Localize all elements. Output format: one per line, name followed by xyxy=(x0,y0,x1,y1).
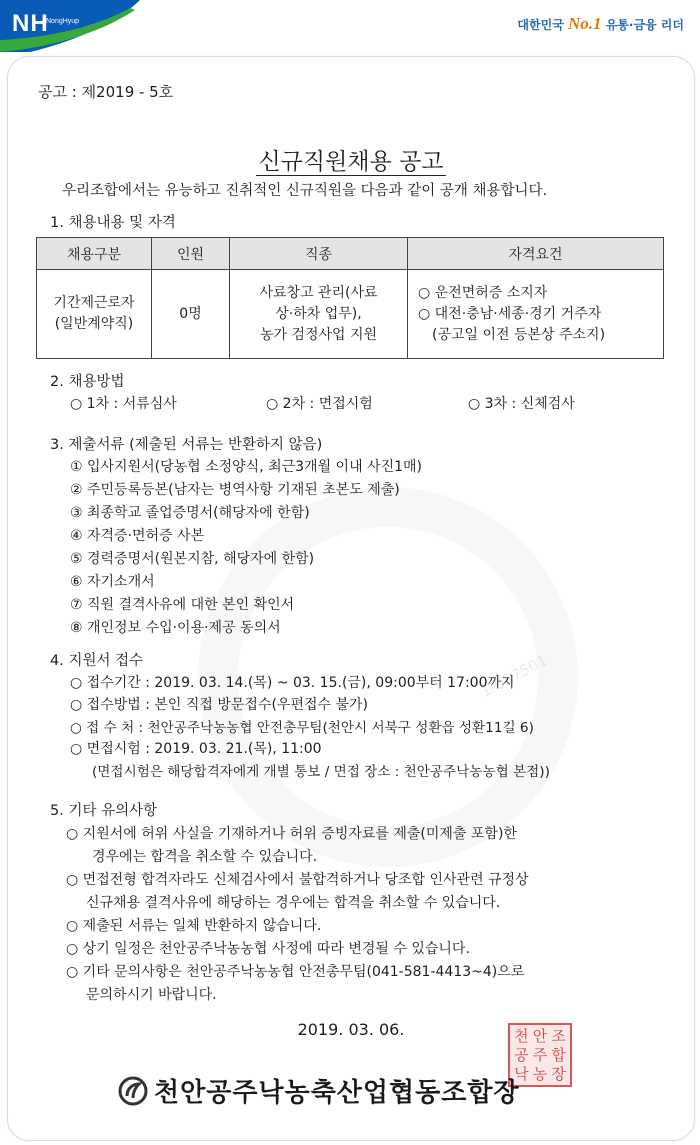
section-5-heading: 5. 기타 유의사항 xyxy=(50,803,158,819)
table-cell-requirements xyxy=(408,270,664,359)
note-item: 신규채용 결격사유에 해당하는 경우에는 합격을 취소할 수 있습니다. xyxy=(86,895,501,911)
nh-logo-text: NH xyxy=(12,10,49,37)
table-cell-count: 0명 xyxy=(152,270,230,359)
slogan-no1: No.1 xyxy=(567,14,602,33)
method-item: ○ 1차 : 서류심사 xyxy=(70,396,177,412)
top-banner xyxy=(0,0,700,52)
requirement-line: ○ 운전면허증 소지자 xyxy=(418,284,548,301)
requirement-line: (공고일 이전 등본상 주소지) xyxy=(432,326,606,343)
document-item: ④ 자격증·면허증 사본 xyxy=(70,528,205,544)
application-item: ○ 접 수 처 : 천안공주낙농농협 안전총무팀(천안시 서북구 성환읍 성환11길 6) xyxy=(70,720,534,736)
document-item: ⑥ 자기소개서 xyxy=(70,574,155,590)
note-item: ○ 지원서에 허위 사실을 기재하거나 허위 증빙자료를 제출(미제출 포함)한 xyxy=(66,826,517,842)
document-item: ⑤ 경력증명서(원본지참, 해당자에 한함) xyxy=(70,551,315,567)
document-item: ⑦ 직원 결격사유에 대한 본인 확인서 xyxy=(70,597,295,613)
table-header-job: 직종 xyxy=(230,238,408,270)
document-item: ① 입사지원서(당농협 소정양식, 최근3개월 이내 사진1매) xyxy=(70,459,422,475)
table-header-row xyxy=(37,238,664,270)
seal-char: 장 xyxy=(551,1065,566,1083)
nh-emblem-icon xyxy=(118,1076,148,1106)
table-header-type: 채용구분 xyxy=(37,238,152,270)
title-text: 신규직원채용 공고 xyxy=(258,149,444,175)
seal-char: 농 xyxy=(532,1065,548,1083)
note-item: ○ 면접전형 합격자라도 신체검사에서 불합격하거나 당조합 인사관련 규정상 xyxy=(66,872,529,888)
note-item: 문의하시기 바랍니다. xyxy=(86,987,217,1003)
document-item: ⑧ 개인정보 수입·이용·제공 동의서 xyxy=(70,620,281,636)
seal-char: 안 xyxy=(532,1027,548,1045)
job-line: 사료창고 관리(사료 xyxy=(259,284,378,301)
table-cell-type xyxy=(37,270,152,359)
table-row xyxy=(37,270,664,359)
type-line: (일반계약직) xyxy=(54,316,134,332)
nh-logo-subtext: NongHyup xyxy=(46,18,80,25)
document-date: 2019. 03. 06. xyxy=(297,1020,405,1039)
table-cell-job xyxy=(230,270,408,359)
seal-char: 낙 xyxy=(514,1065,529,1083)
table-header-count: 인원 xyxy=(152,238,230,270)
job-line: 상·하차 업무), xyxy=(275,305,362,322)
note-item: ○ 제출된 서류는 일체 반환하지 않습니다. xyxy=(66,918,322,934)
note-item: ○ 상기 일정은 천안공주낙농농협 사정에 따라 변경될 수 있습니다. xyxy=(66,941,470,957)
seal-char: 조 xyxy=(551,1027,566,1045)
method-item: ○ 2차 : 면접시험 xyxy=(266,396,373,412)
intro-text: 우리조합에서는 유능하고 진취적인 신규직원을 다음과 같이 공개 채용합니다. xyxy=(62,183,548,199)
requirement-line: ○ 대전·충남·세종·경기 거주자 xyxy=(418,305,602,322)
slogan-suffix: 유통·금융 리더 xyxy=(605,18,684,32)
section-1-heading: 1. 채용내용 및 자격 xyxy=(50,215,176,231)
document-item: ② 주민등록등본(남자는 병역사항 기재된 초본도 제출) xyxy=(70,482,400,498)
table-header-requirements: 자격요건 xyxy=(408,238,664,270)
recruitment-table xyxy=(36,237,664,359)
application-item: ○ 접수방법 : 본인 직접 방문접수(우편접수 불가) xyxy=(70,697,368,713)
application-note: (면접시험은 해당합격자에게 개별 통보 / 면접 장소 : 천안공주낙농농협 본점)) xyxy=(92,764,550,780)
notice-document xyxy=(7,56,695,1141)
section-2-heading: 2. 채용방법 xyxy=(50,374,125,390)
seal-char: 천 xyxy=(514,1027,529,1045)
document-item: ③ 최종학교 졸업증명서(해당자에 한함) xyxy=(70,505,310,521)
type-line: 기간제근로자 xyxy=(53,295,135,311)
seal-char: 합 xyxy=(551,1046,566,1064)
note-item: 경우에는 합격을 취소할 수 있습니다. xyxy=(92,849,318,865)
application-item: ○ 면접시험 : 2019. 03. 21.(목), 11:00 xyxy=(70,741,322,757)
application-item: ○ 접수기간 : 2019. 03. 14.(목) ~ 03. 15.(금), 09:00부터 17:00까지 xyxy=(70,675,515,691)
job-line: 농가 검정사업 지원 xyxy=(259,326,378,343)
notice-number: 공고 : 제2019 - 5호 xyxy=(38,83,174,101)
nh-logo xyxy=(0,0,140,52)
seal-char: 공 xyxy=(514,1046,529,1064)
note-item: ○ 기타 문의사항은 천안공주낙농농협 안전총무팀(041-581-4413~4)으로 xyxy=(66,964,525,980)
section-3-heading: 3. 제출서류 (제출된 서류는 반환하지 않음) xyxy=(50,437,323,453)
slogan-prefix: 대한민국 xyxy=(517,18,564,32)
seal-char: 주 xyxy=(532,1046,548,1064)
method-item: ○ 3차 : 신체검사 xyxy=(468,396,575,412)
organization-name: 천안공주낙농축산업협동조합장 xyxy=(154,1078,520,1108)
slogan xyxy=(517,14,684,34)
document-title xyxy=(8,143,694,176)
section-4-heading: 4. 지원서 접수 xyxy=(50,653,144,669)
watermark-number: 1-057501 xyxy=(478,651,551,701)
